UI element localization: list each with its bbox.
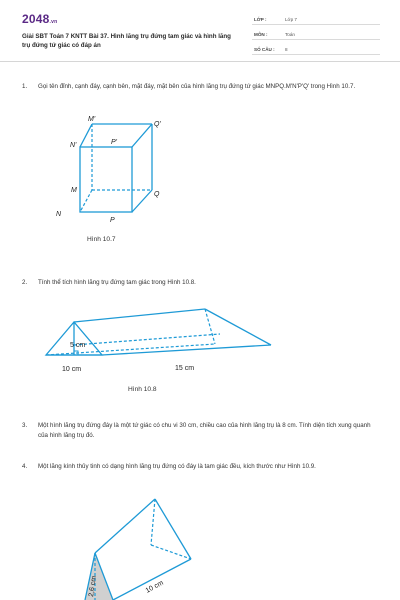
meta-row-subject [252, 29, 380, 40]
question-text: Một hình lăng trụ đứng đáy là một tứ giác có chu vi 30 cm, chiều cao của hình lăng trụ là 8 cm. Tính diện tích xung quanh của hình lăng trụ đó. [38, 422, 371, 439]
label-height-5cm: 5 cm [70, 342, 86, 349]
document-header [0, 0, 400, 62]
label-n-prime: N' [70, 142, 77, 149]
question-number: 2. [22, 279, 28, 286]
meta-key: LỚP : [254, 17, 267, 22]
question-number: 4. [22, 463, 28, 470]
meta-row-count [252, 44, 380, 55]
label-length-15cm: 15 cm [175, 365, 195, 372]
caption-10-8: Hình 10.8 [128, 386, 157, 393]
logo-text: 2048 [22, 12, 50, 26]
label-p: P [110, 217, 115, 224]
figure-10-9 [55, 493, 215, 600]
label-q-prime: Q' [154, 121, 161, 128]
label-base-10cm: 10 cm [62, 366, 82, 373]
label-length-10cm: 10 cm [144, 579, 165, 595]
figure-10-8 [40, 300, 280, 380]
label-height-2-6cm: 2,6 cm [88, 575, 98, 598]
question-number: 1. [22, 83, 28, 90]
document-title: Giải SBT Toán 7 KNTT Bài 37. Hình lăng trụ đứng tam giác và hình lăng trụ đứng tứ giác có đáp án [22, 33, 231, 49]
meta-key: SỐ CÂU : [254, 47, 275, 52]
meta-value: Toán [285, 32, 295, 37]
label-m-prime: M' [88, 116, 96, 123]
label-p-prime: P' [111, 139, 118, 146]
question-number: 3. [22, 422, 28, 429]
site-logo[interactable] [22, 12, 57, 26]
logo-suffix: .vn [49, 19, 58, 25]
meta-value: 8 [285, 47, 288, 52]
meta-row-class [252, 14, 380, 25]
question-text: Tính thể tích hình lăng trụ đứng tam giác trong Hình 10.8. [38, 279, 196, 286]
meta-key: MÔN : [254, 32, 268, 37]
question-text: Một lăng kính thủy tinh có dạng hình lăng trụ đứng có đáy là tam giác đều, kích thước như Hình 10.9. [38, 463, 316, 470]
label-n: N [56, 211, 62, 218]
label-q: Q [154, 191, 160, 198]
meta-value: Lớp 7 [285, 17, 297, 22]
caption-10-7: Hình 10.7 [87, 236, 116, 243]
figure-10-7 [50, 112, 180, 230]
label-m: M [71, 187, 77, 194]
question-text: Gọi tên đỉnh, cạnh đáy, cạnh bên, mặt đáy, mặt bên của hình lăng trụ đứng tứ giác MNPQ.M'N'P'Q' trong Hình 10.7. [38, 83, 356, 90]
